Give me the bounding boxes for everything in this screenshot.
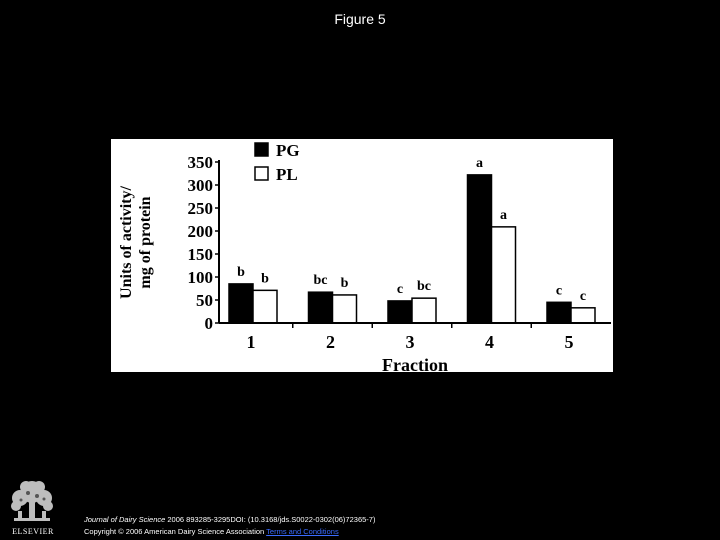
y-axis: [118, 153, 219, 333]
bar-pl-fraction-1: [253, 290, 277, 323]
x-axis-label: Fraction: [382, 355, 448, 372]
y-tick-label: 200: [187, 222, 213, 241]
x-tick-label: 4: [485, 332, 494, 352]
journal-name: Journal of Dairy Science: [84, 515, 166, 524]
significance-label: b: [340, 275, 349, 291]
copyright-text: Copyright © 2006 American Dairy Science Association: [84, 527, 265, 536]
bar-pg-fraction-2: [309, 292, 333, 323]
y-axis-label-line1: Units of activity/: [118, 186, 135, 299]
y-tick-label: 0: [204, 314, 213, 333]
x-axis: [219, 323, 611, 372]
footer-citation: [84, 514, 704, 538]
legend-swatch-pl: [255, 167, 268, 180]
significance-label: bc: [313, 273, 328, 289]
terms-and-conditions-link[interactable]: Terms and Conditions: [266, 527, 339, 536]
significance-label: a: [500, 207, 507, 223]
y-tick-label: 50: [196, 291, 213, 310]
bar-chart: [111, 139, 613, 372]
significance-label: bc: [417, 279, 431, 295]
y-tick-label: 100: [187, 268, 213, 287]
legend-swatch-pg: [255, 143, 268, 156]
significance-label: a: [476, 155, 483, 171]
copyright-line: [84, 526, 704, 538]
y-tick-label: 350: [187, 153, 213, 172]
y-axis-label-line2: mg of protein: [137, 196, 154, 289]
bar-pl-fraction-5: [571, 308, 595, 323]
y-tick-label: 150: [187, 245, 213, 264]
bars: [229, 175, 595, 323]
significance-label: b: [237, 264, 245, 280]
bar-pl-fraction-4: [492, 227, 516, 323]
x-tick-label: 1: [246, 332, 256, 352]
bar-pg-fraction-1: [229, 284, 253, 323]
figure-panel: [111, 139, 613, 372]
citation-text: 2006 893285-3295DOI: (10.3168/jds.S0022-0302(06)72365-7): [165, 515, 376, 524]
y-tick-label: 250: [187, 199, 213, 218]
significance-label: c: [579, 288, 587, 304]
y-tick-label: 300: [187, 176, 213, 195]
legend-label-pg: PG: [276, 141, 300, 160]
bar-pg-fraction-3: [388, 301, 412, 323]
bar-pg-fraction-5: [547, 302, 571, 323]
bar-pg-fraction-4: [468, 175, 492, 323]
legend-label-pl: PL: [276, 165, 298, 184]
bar-pl-fraction-2: [333, 295, 357, 323]
x-tick-label: 3: [405, 332, 415, 352]
significance-label: c: [555, 283, 563, 299]
slide-title: Figure 5: [334, 11, 386, 27]
x-tick-label: 5: [564, 332, 574, 352]
elsevier-wordmark: ELSEVIER: [12, 527, 54, 536]
x-tick-label: 2: [326, 332, 335, 352]
significance-label: c: [396, 281, 404, 297]
significance-label: b: [261, 271, 269, 287]
legend: [255, 141, 300, 184]
citation-line: [84, 514, 704, 526]
bar-pl-fraction-3: [412, 298, 436, 323]
